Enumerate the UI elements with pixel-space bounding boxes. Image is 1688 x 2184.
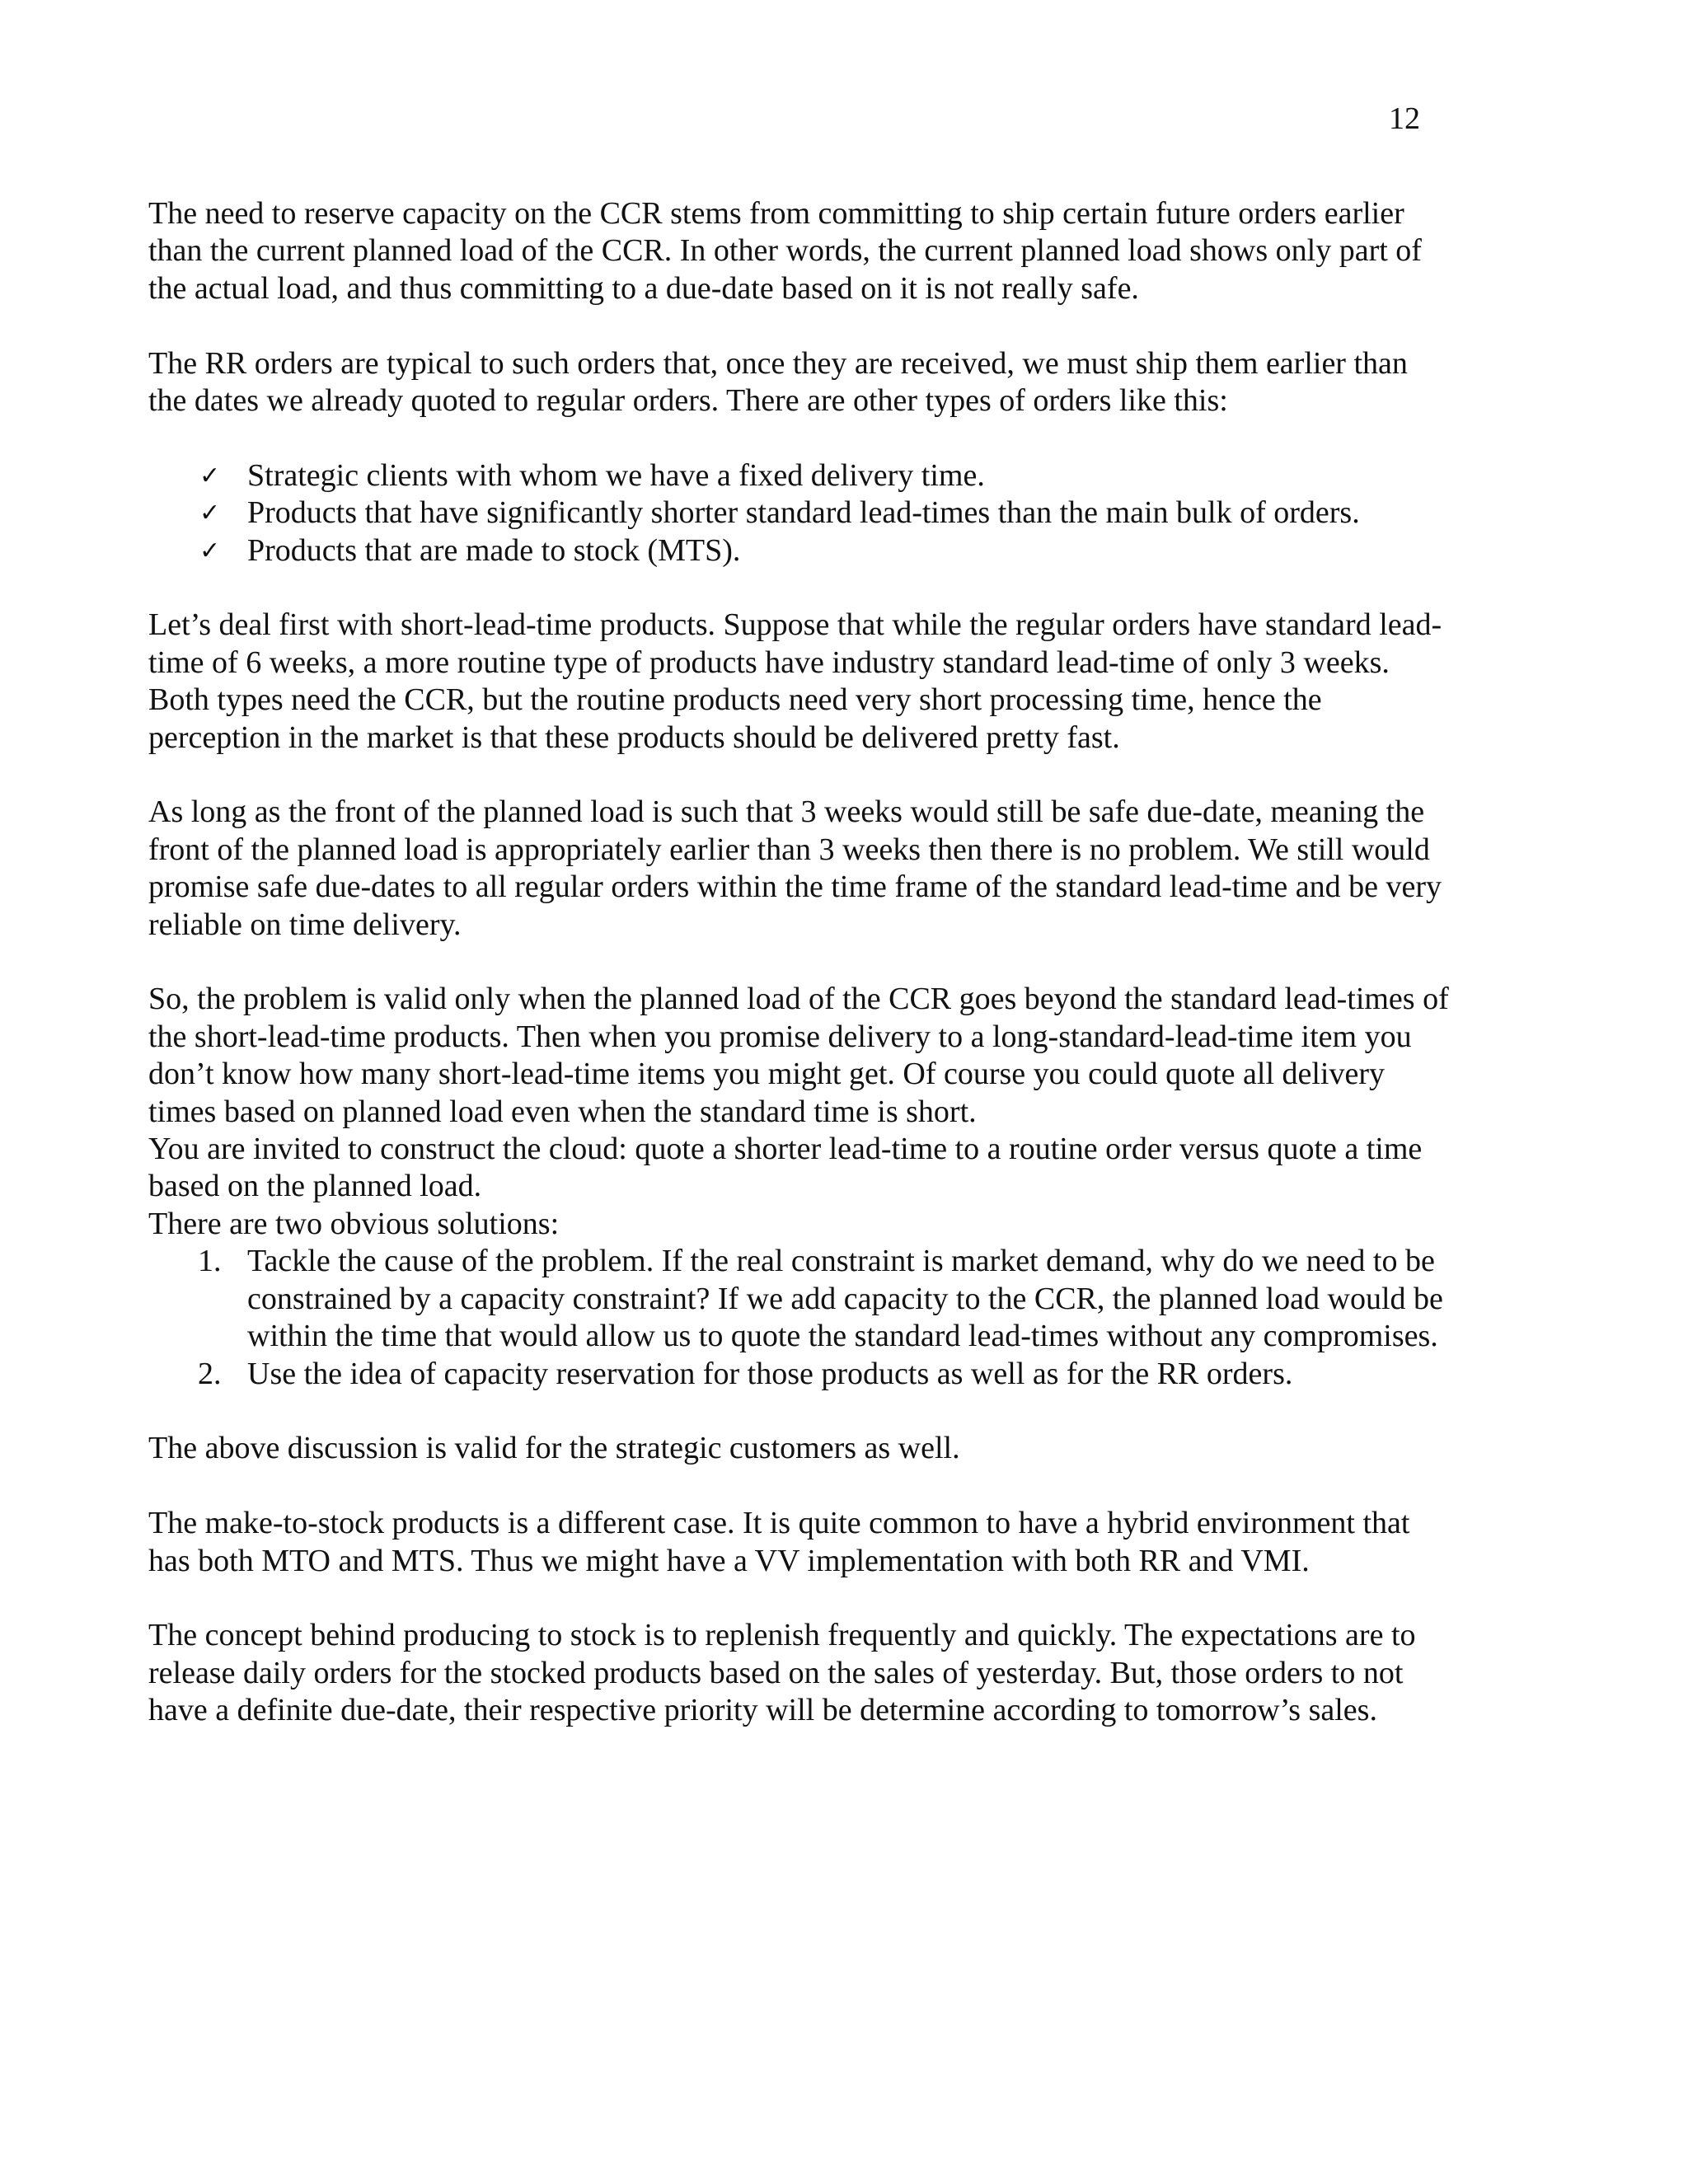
list-item-text: Products that are made to stock (MTS). — [247, 532, 741, 568]
solutions-list — [148, 1243, 1451, 1393]
checkmark-icon: ✓ — [199, 461, 221, 490]
page-number: 12 — [1389, 101, 1420, 136]
paragraph-two-solutions: There are two obvious solutions: — [148, 1206, 560, 1241]
list-number: 1. — [198, 1244, 222, 1279]
paragraph-replenish: The concept behind producing to stock is to replenish frequently and quickly. The expectations are to release daily orders for the stocked products based on the sales of yesterday. But, those orders to not have a definite due-date, their respective priority will be determine according to tomorrow’s sales. — [148, 1618, 1416, 1728]
paragraph-short-lead-time: Let’s deal first with short-lead-time products. Suppose that while the regular orders have standard lead-time of 6 weeks, a more routine type of products have industry standard lead-time of only 3 weeks. Both types need the CCR, but the routine products need very short processing time, hence the perception in the market is that these products should be delivered pretty fast. — [148, 607, 1442, 755]
checkmark-icon: ✓ — [199, 499, 221, 528]
list-item-text: Strategic clients with whom we have a fixed delivery time. — [247, 457, 985, 493]
list-item — [148, 1243, 1451, 1355]
paragraph-planned-load-front: As long as the front of the planned load is such that 3 weeks would still be safe due-date, meaning the front of the planned load is appropriately earlier than 3 weeks then there is no problem. We still would promise safe due-dates to all regular orders within the time frame of the standard lead-time and be very reliable on time delivery. — [148, 794, 1442, 942]
list-item-text: Tackle the cause of the problem. If the real constraint is market demand, why do we need to be constrained by a capacity constraint? If we add capacity to the CCR, the planned load would be within the time that would allow us to quote the standard lead-times without any compromises. — [247, 1244, 1443, 1354]
list-item — [148, 532, 1451, 569]
list-number: 2. — [198, 1356, 222, 1391]
paragraph-construct-cloud: You are invited to construct the cloud: quote a shorter lead-time to a routine order versus quote a time based on the planned load. — [148, 1132, 1423, 1204]
paragraph-reserve-capacity: The need to reserve capacity on the CCR stems from committing to ship certain future orders earlier than the current planned load of the CCR. In other words, the current planned load shows only part of the actual load, and thus committing to a due-date based on it is not really safe. — [148, 196, 1422, 306]
paragraph-make-to-stock: The make-to-stock products is a different case. It is quite common to have a hybrid environment that has both MTO and MTS. Thus we might have a VV implementation with both RR and VMI. — [148, 1506, 1410, 1578]
checkmark-icon: ✓ — [199, 536, 221, 565]
order-types-list — [148, 457, 1451, 569]
paragraph-rr-orders: The RR orders are typical to such orders that, once they are received, we must ship them earlier than the dates we already quoted to regular orders. There are other types of orders like this: — [148, 345, 1408, 419]
list-item-text: Products that have significantly shorter standard lead-times than the main bulk of orders. — [247, 495, 1360, 531]
list-item — [148, 494, 1451, 532]
list-item — [148, 457, 1451, 494]
document-body — [148, 195, 1451, 1730]
list-item-text: Use the idea of capacity reservation for those products as well as for the RR orders. — [247, 1356, 1293, 1391]
paragraph-strategic-customers: The above discussion is valid for the strategic customers as well. — [148, 1431, 960, 1466]
paragraph-problem-valid: So, the problem is valid only when the planned load of the CCR goes beyond the standard lead-times of the short-lead-time products. Then when you promise delivery to a long-standard-lead-time item you don’t know how many short-lead-time items you might get. Of course you could quote all delivery times based on planned load even when the standard time is short. — [148, 982, 1449, 1129]
list-item — [148, 1356, 1451, 1393]
